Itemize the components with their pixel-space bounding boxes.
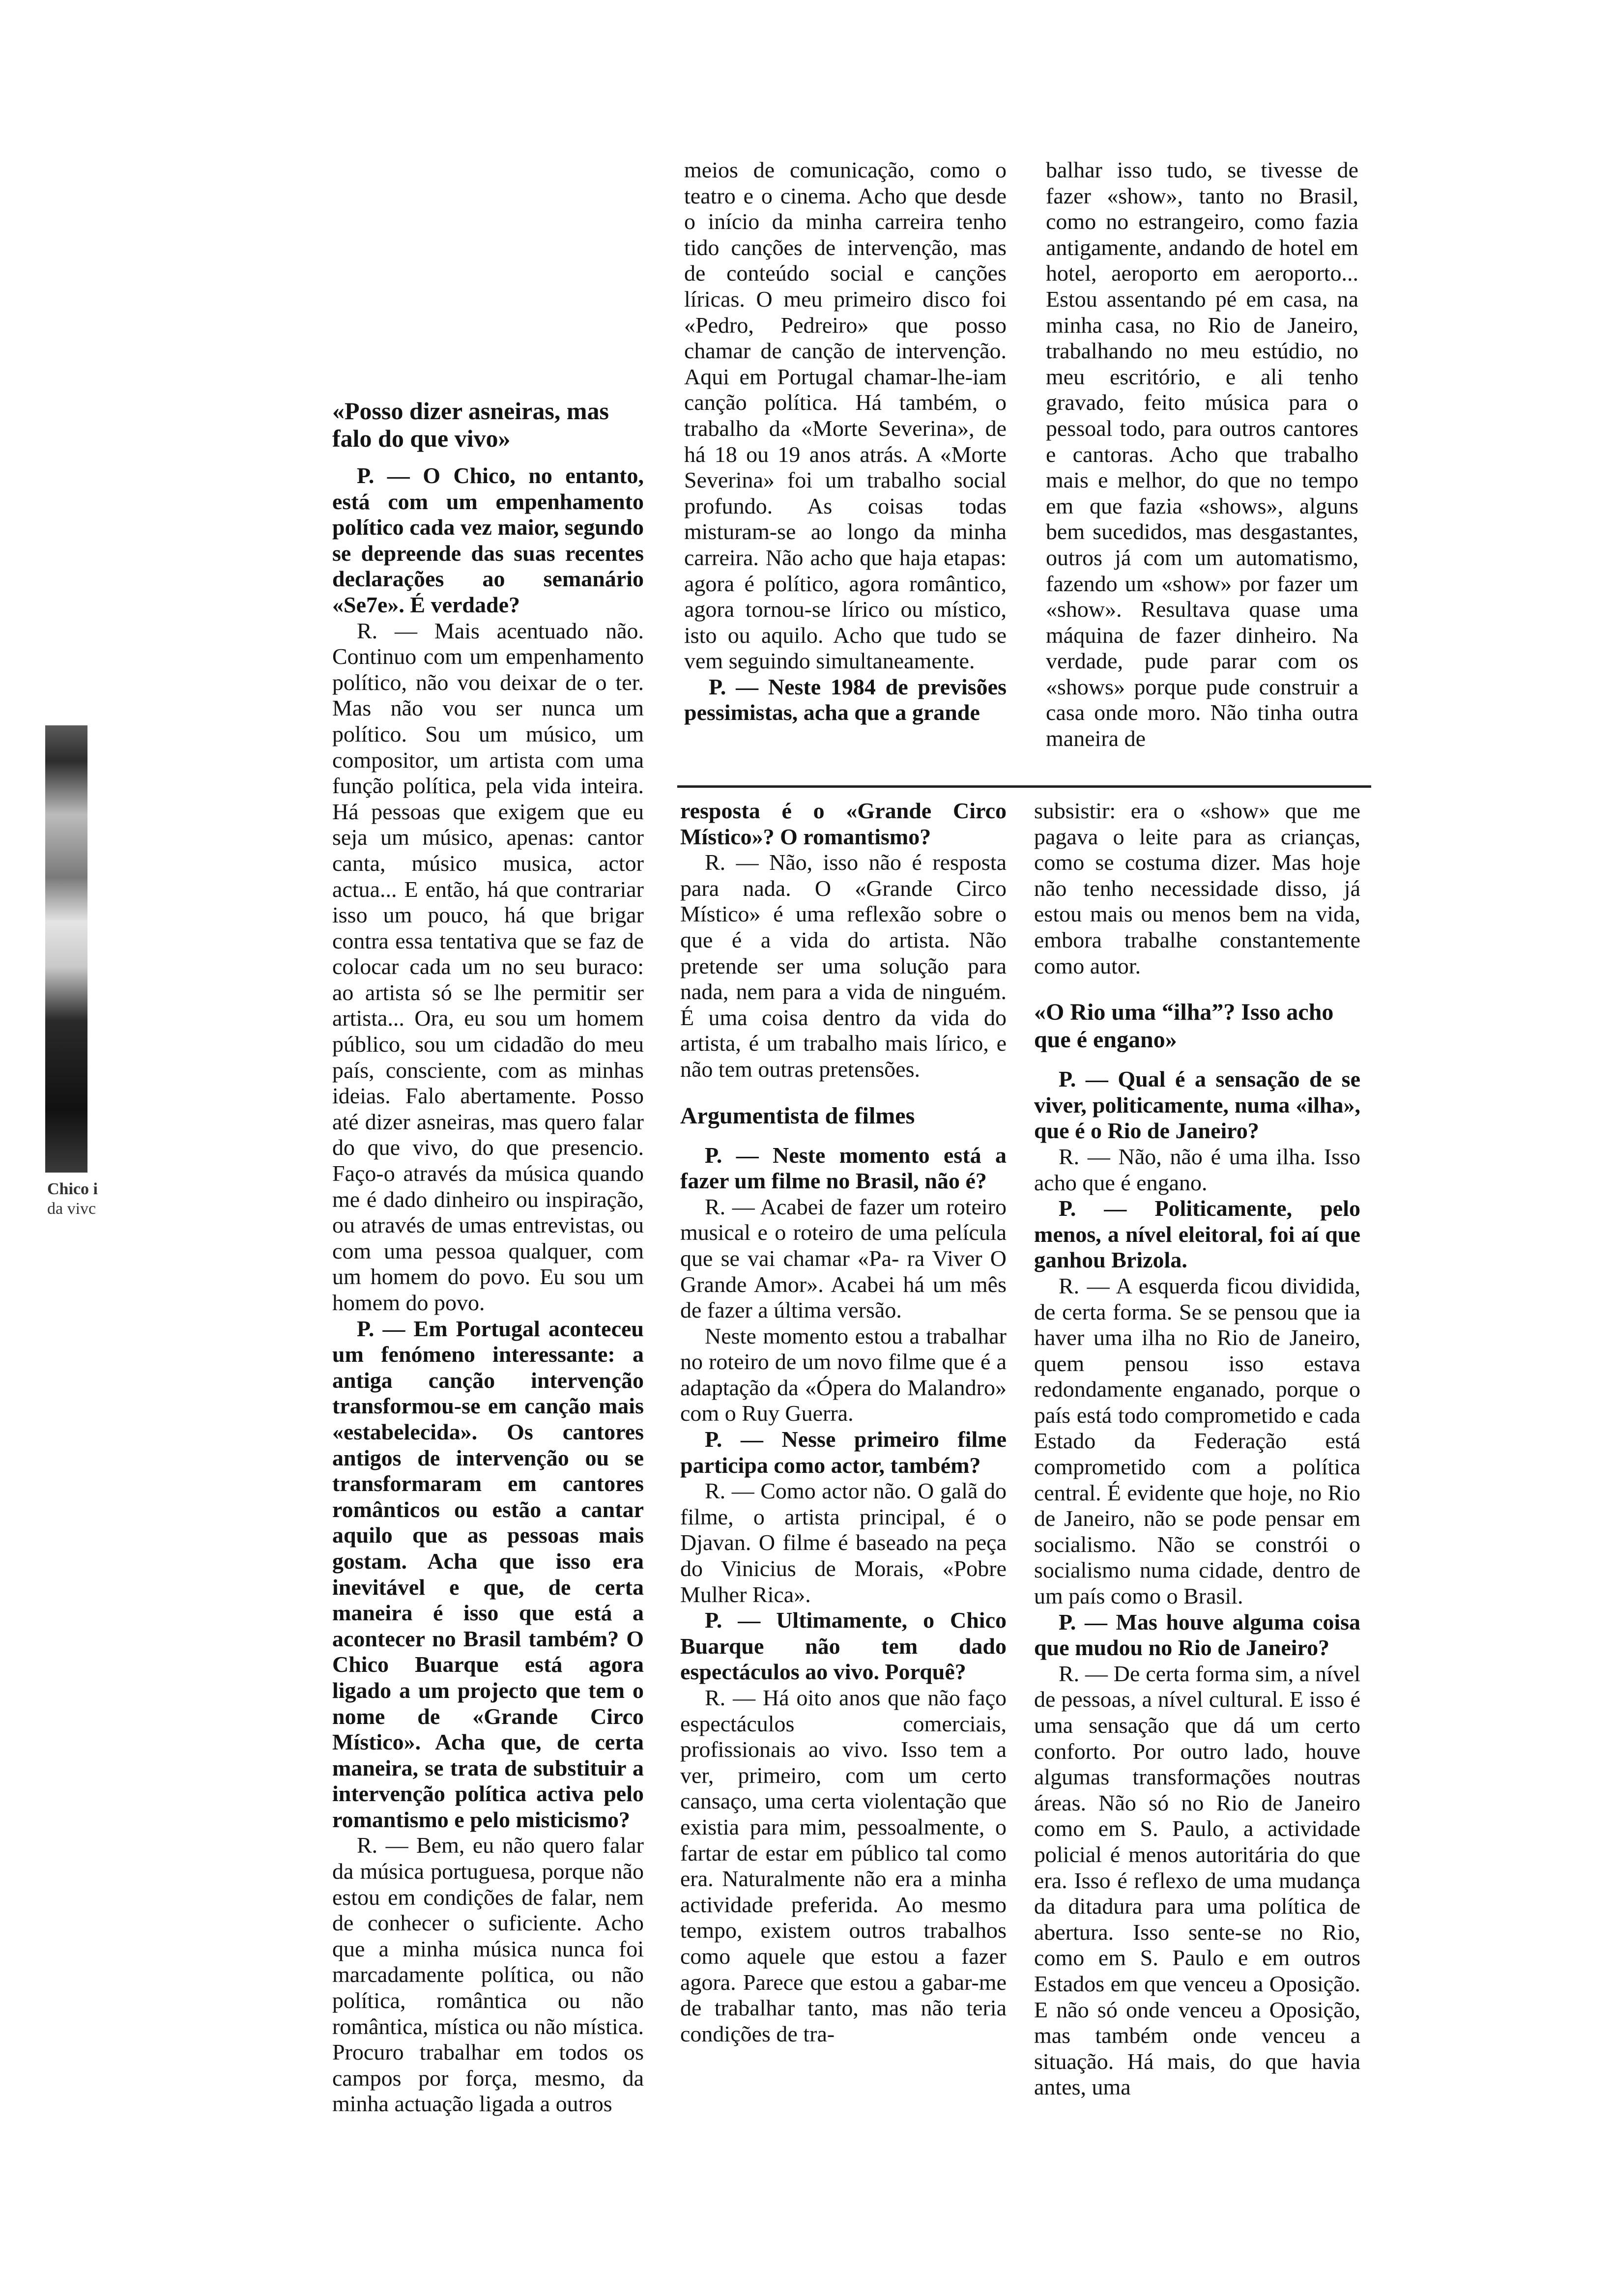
column-1-header: «Posso dizer asneiras, mas falo do que vivo»: [332, 397, 609, 452]
question-continued: resposta é o «Grande Circo Místico»? O romantismo?: [680, 798, 1007, 849]
question: P. — Neste momento está a fazer um filme no Brasil, não é?: [680, 1142, 1007, 1194]
question: P. — Neste 1984 de previsões pessimistas, acha que a grande: [684, 674, 1007, 725]
answer-continued: subsistir: era o «show» que me pagava o leite para as crianças, como se costuma dizer. Mas hoje não tenho necessidade disso, já estou mais ou menos bem na vida, embora trabalhe constantemente como autor.: [1034, 798, 1360, 978]
answer: R. — De certa forma sim, a nível de pessoas, a nível cultural. E isso é uma sensação que dá um certo conforto. Por outro lado, houve algumas transformações noutras áreas. Não só no Rio de Janeiro como em S. Paulo, a actividade policial é menos autoritária do que era. Isso é reflexo de uma mudança da ditadura para uma política de abertura. Isso sente-se no Rio, como em S. Paulo e em outros Estados em que venceu a Oposição. E não só onde venceu a Oposição, mas também onde venceu a situação. Há mais, do que havia antes, uma: [1034, 1661, 1360, 2100]
question: P. — Mas houve alguma coisa que mudou no Rio de Janeiro?: [1034, 1609, 1360, 1661]
question: P. — Politicamente, pelo menos, a nível eleitoral, foi aí que ganhou Brizola.: [1034, 1196, 1360, 1273]
caption-line-1: Chico i: [47, 1180, 98, 1198]
answer: R. — Acabei de fazer um roteiro musical e o roteiro de uma película que se vai chamar «Pa- ra Viver O Grande Amor». Acabei há um mês de fazer a última versão.: [680, 1194, 1007, 1323]
answer: Neste momento estou a trabalhar no roteiro de um novo filme que é a adaptação da «Ópera do Malandro» com o Ruy Guerra.: [680, 1323, 1007, 1426]
column-2-bottom: [680, 798, 1007, 2047]
answer: R. — Bem, eu não quero falar da música portuguesa, porque não estou em condições de falar, nem de conhecer o suficiente. Acho que a minha música nunca foi marcadamente política, ou não política, romântica ou não romântica, mística ou não mística. Procuro trabalhar em todos os campos por força, mesmo, da minha actuação ligada a outros: [332, 1833, 644, 2117]
question: P. — Em Portugal aconteceu um fenómeno interessante: a antiga canção intervenção transformou-se em canção mais «estabelecida». Os cantores antigos de intervenção ou se transformaram em cantores românticos ou estão a cantar aquilo que as pessoas mais gostam. Acha que isso era inevitável e que, de certa maneira é isso que está a acontecer no Brasil também? O Chico Buarque está agora ligado a um projecto que tem o nome de «Grande Circo Místico». Acha que, de certa maneira, se trata de substituir a intervenção política activa pelo romantismo e pelo misticismo?: [332, 1316, 644, 1832]
question: P. — O Chico, no entanto, está com um empenhamento político cada vez maior, segundo se depreende das suas recentes declarações ao semanário «Se7e». É verdade?: [332, 463, 644, 617]
answer: R. — Não, não é uma ilha. Isso acho que é engano.: [1034, 1144, 1360, 1195]
answer: R. — Como actor não. O galã do filme, o artista principal, é o Djavan. O filme é baseado na peça do Vinicius de Morais, «Pobre Mulher Rica».: [680, 1478, 1007, 1607]
answer: R. — Não, isso não é resposta para nada. O «Grande Circo Místico» é uma reflexão sobre o que é a vida do artista. Não pretende ser uma solução para nada, nem para a vida de ninguém. É uma coisa dentro da vida do artista, é um trabalho mais lírico, e não tem outras pretensões.: [680, 850, 1007, 1082]
column-2-top: [684, 157, 1007, 726]
answer: R. — Mais acentuado não. Continuo com um empenhamento político, não vou deixar de o ter. Mas não vou ser nunca um político. Sou um músico, um compositor, um artista com uma função política, pela vida inteira. Há pessoas que exigem que eu seja um músico, apenas: cantor canta, músico musica, actor actua... E então, há que contrariar isso um pouco, há que brigar contra essa tentativa que se faz de colocar cada um no seu buraco: ao artista só se lhe permitir ser artista... Ora, eu sou um homem público, sou um cidadão do meu país, consciente, com as minhas ideias. Falo abertamente. Posso até dizer asneiras, mas quero falar do que vivo, do que presencio. Faço-o através da música quando me é dado dinheiro ou inspiração, ou através de umas entrevistas, ou com uma pessoa qualquer, com um homem do povo. Eu sou um homem do povo.: [332, 618, 644, 1315]
question: P. — Ultimamente, o Chico Buarque não tem dado espectáculos ao vivo. Porquê?: [680, 1607, 1007, 1685]
caption-line-2: da vivc: [47, 1200, 96, 1218]
answer: R. — A esquerda ficou dividida, de certa forma. Se se pensou que ia haver uma ilha no Rio de Janeiro, quem pensou isso estava redondamente enganado, porque o país está todo comprometido e cada Estado da Federação está comprometido com a política central. É evidente que hoje, no Rio de Janeiro, não se pode pensar em socialismo. Não se constrói o socialismo numa cidade, dentro de um país como o Brasil.: [1034, 1273, 1360, 1609]
column-3-top: [1046, 157, 1358, 752]
section-rule: [677, 785, 1371, 788]
question: P. — Qual é a sensação de se viver, politicamente, numa «ilha», que é o Rio de Janeiro?: [1034, 1066, 1360, 1144]
photo-fragment: [45, 725, 87, 1173]
answer-continued: balhar isso tudo, se tivesse de fazer «show», tanto no Brasil, como no estrangeiro, como fazia antigamente, andando de hotel em hotel, aeroporto em aeroporto... Estou assentando pé em casa, na minha casa, no Rio de Janeiro, trabalhando no meu estúdio, no meu escritório, e ali tenho gravado, feito música para o pessoal todo, para outros cantores e cantoras. Acho que trabalho mais e melhor, do que no tempo em que fazia «shows», alguns bem sucedidos, mas desgastantes, outros já com um automatismo, fazendo um «show» por fazer um «show». Resultava quase uma máquina de fazer dinheiro. Na verdade, pude parar com os «shows» porque pude construir a casa onde moro. Não tinha outra maneira de: [1046, 157, 1358, 751]
subheading-rio-ilha: «O Rio uma “ilha”? Isso acho que é engano»: [1034, 999, 1334, 1053]
column-3-bottom: [1034, 798, 1360, 2100]
subheading-argumentista: Argumentista de filmes: [680, 1102, 915, 1129]
question: P. — Nesse primeiro filme participa como actor, também?: [680, 1427, 1007, 1478]
column-1: [332, 397, 644, 2117]
answer-continued: meios de comunicação, como o teatro e o cinema. Acho que desde o início da minha carreira tenho tido canções de intervenção, mas de conteúdo social e canções líricas. O meu primeiro disco foi «Pedro, Pedreiro» que posso chamar de canção de intervenção. Aqui em Portugal chamar-lhe-iam canção política. Há também, o trabalho da «Morte Severina», de há 18 ou 19 anos atrás. A «Morte Severina» foi um trabalho social profundo. As coisas todas misturam-se ao longo da minha carreira. Não acho que haja etapas: agora é político, agora romântico, agora tornou-se lírico ou místico, isto ou aquilo. Acho que tudo se vem seguindo simultaneamente.: [684, 157, 1007, 674]
photo-caption: [47, 1179, 106, 1219]
answer: R. — Há oito anos que não faço espectáculos comerciais, profissionais ao vivo. Isso tem a ver, primeiro, com um certo cansaço, uma certa violentação que existia para mim, pessoalmente, o fartar de estar em público tal como era. Naturalmente não era a minha actividade preferida. Ao mesmo tempo, existem outros trabalhos como aquele que estou a fazer agora. Parece que estou a gabar-me de trabalhar tanto, mas não teria condições de tra-: [680, 1685, 1007, 2046]
